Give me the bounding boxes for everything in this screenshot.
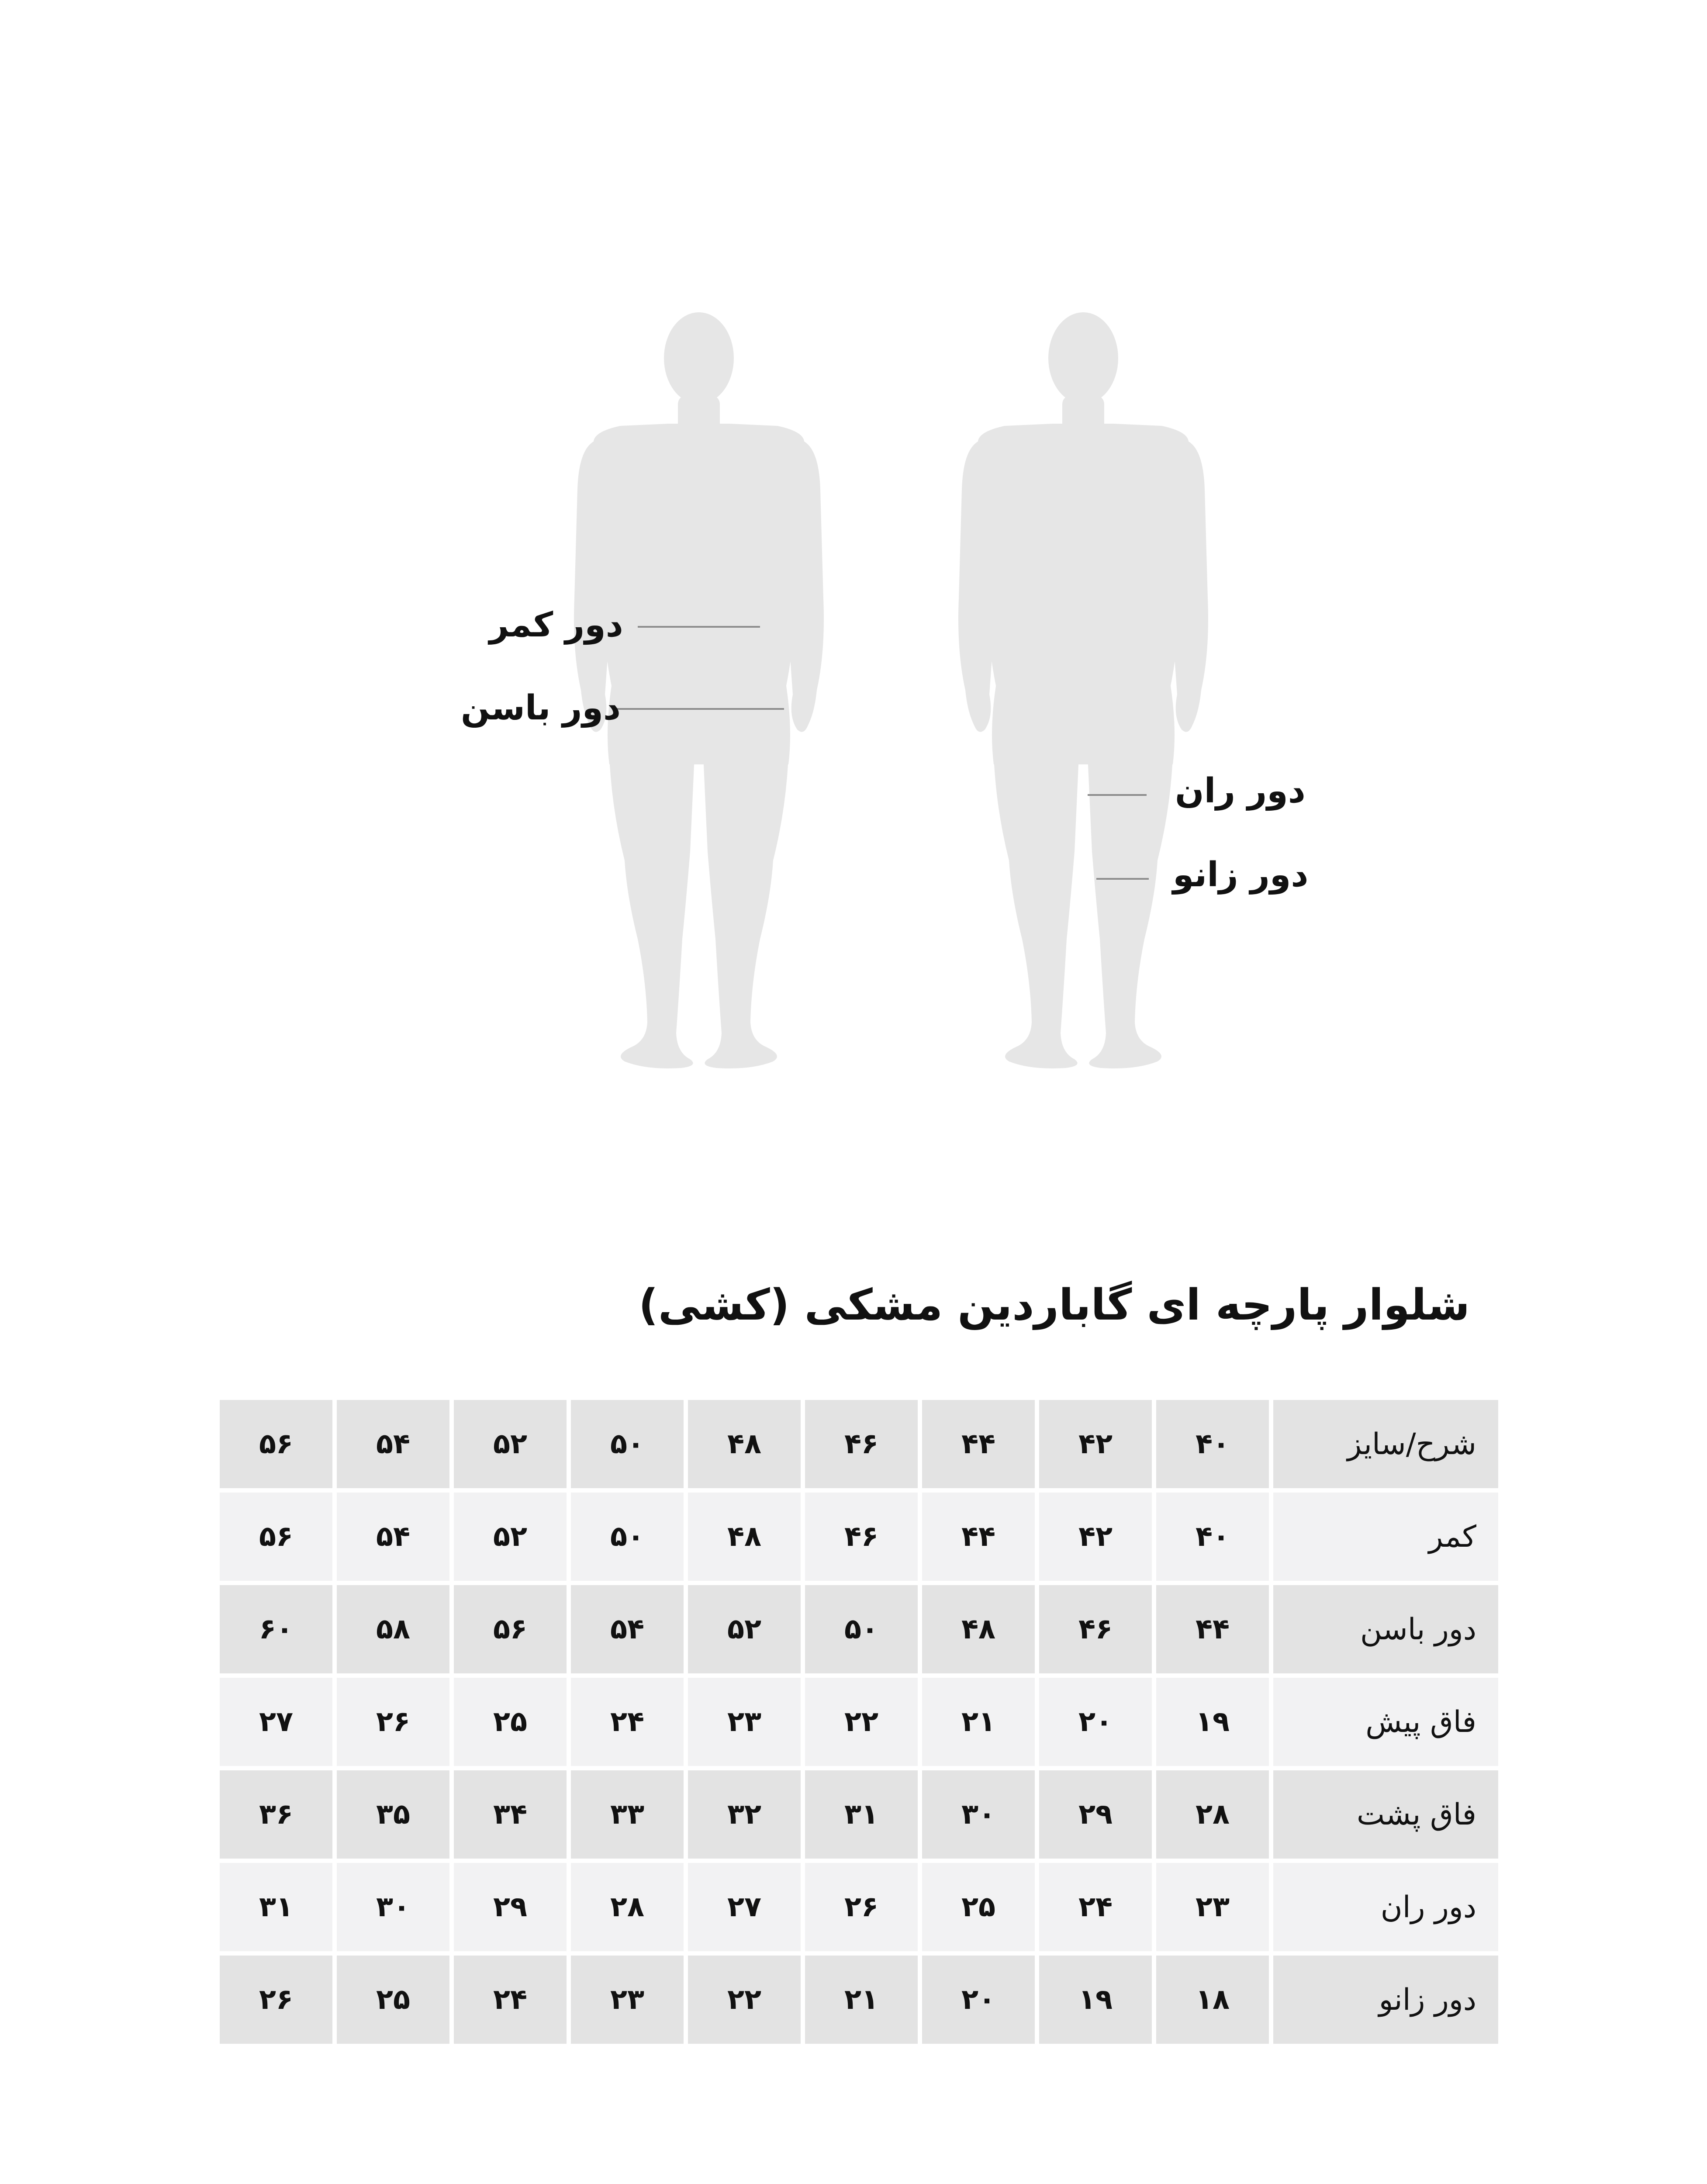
table-cell: ۱۸ (1156, 1956, 1269, 2044)
table-cell: ۴۶ (1039, 1585, 1152, 1673)
table-cell: ۳۶ (220, 1770, 332, 1859)
table-cell: ۲۸ (1156, 1770, 1269, 1859)
table-cell: ۵۶ (220, 1493, 332, 1581)
row-label: دور زانو (1273, 1956, 1498, 2044)
front-view-figure (958, 312, 1208, 1068)
table-cell: ۴۶ (805, 1400, 918, 1488)
table-cell: ۲۱ (805, 1956, 918, 2044)
size-table (215, 1396, 1503, 2048)
table-cell: ۴۴ (922, 1493, 1035, 1581)
table-cell: ۲۰ (922, 1956, 1035, 2044)
table-cell: ۵۶ (454, 1585, 567, 1673)
table-row (220, 1493, 1498, 1581)
product-title: شلوار پارچه ای گاباردین مشکی (کشی) (639, 1280, 1470, 1330)
table-cell: ۴۸ (688, 1400, 801, 1488)
table-cell: ۳۰ (922, 1770, 1035, 1859)
table-cell: ۲۳ (571, 1956, 684, 2044)
table-cell: ۴۶ (805, 1493, 918, 1581)
table-row (220, 1585, 1498, 1673)
table-cell: ۲۶ (805, 1863, 918, 1951)
table-cell: ۲۴ (454, 1956, 567, 2044)
table-cell: ۲۵ (922, 1863, 1035, 1951)
table-cell: ۵۰ (571, 1493, 684, 1581)
table-cell: ۵۲ (688, 1585, 801, 1673)
table-row (220, 1400, 1498, 1488)
table-cell: ۲۱ (922, 1678, 1035, 1766)
table-cell: ۴۲ (1039, 1493, 1152, 1581)
table-cell: ۴۴ (1156, 1585, 1269, 1673)
table-cell: ۴۰ (1156, 1400, 1269, 1488)
table-cell: ۳۵ (337, 1770, 449, 1859)
table-cell: ۲۹ (1039, 1770, 1152, 1859)
waist-label: دور کمر (489, 605, 623, 645)
table-cell: ۲۲ (805, 1678, 918, 1766)
table-cell: ۳۳ (571, 1770, 684, 1859)
table-cell: ۲۴ (571, 1678, 684, 1766)
row-label: شرح/سایز (1273, 1400, 1498, 1488)
size-table-body (220, 1400, 1498, 2044)
row-label: دور ران (1273, 1863, 1498, 1951)
table-cell: ۶۰ (220, 1585, 332, 1673)
table-cell: ۲۴ (1039, 1863, 1152, 1951)
table-cell: ۲۲ (688, 1956, 801, 2044)
table-cell: ۵۸ (337, 1585, 449, 1673)
hip-label: دور باسن (461, 688, 621, 728)
table-cell: ۲۶ (337, 1678, 449, 1766)
table-row (220, 1678, 1498, 1766)
table-cell: ۲۷ (688, 1863, 801, 1951)
table-cell: ۱۹ (1156, 1678, 1269, 1766)
table-cell: ۵۴ (337, 1400, 449, 1488)
table-cell: ۴۸ (922, 1585, 1035, 1673)
table-cell: ۲۳ (1156, 1863, 1269, 1951)
row-label: کمر (1273, 1493, 1498, 1581)
table-cell: ۲۰ (1039, 1678, 1152, 1766)
row-label: فاق پشت (1273, 1770, 1498, 1859)
table-cell: ۲۶ (220, 1956, 332, 2044)
table-cell: ۱۹ (1039, 1956, 1152, 2044)
table-cell: ۳۴ (454, 1770, 567, 1859)
table-cell: ۴۰ (1156, 1493, 1269, 1581)
table-cell: ۲۵ (454, 1678, 567, 1766)
table-cell: ۵۰ (805, 1585, 918, 1673)
table-cell: ۳۱ (805, 1770, 918, 1859)
table-row (220, 1956, 1498, 2044)
table-cell: ۲۷ (220, 1678, 332, 1766)
table-cell: ۴۲ (1039, 1400, 1152, 1488)
table-cell: ۴۴ (922, 1400, 1035, 1488)
table-cell: ۵۴ (337, 1493, 449, 1581)
table-cell: ۲۵ (337, 1956, 449, 2044)
table-row (220, 1770, 1498, 1859)
table-cell: ۲۸ (571, 1863, 684, 1951)
table-cell: ۵۰ (571, 1400, 684, 1488)
table-row (220, 1863, 1498, 1951)
row-label: دور باسن (1273, 1585, 1498, 1673)
table-cell: ۵۲ (454, 1400, 567, 1488)
thigh-label: دور ران (1175, 771, 1306, 811)
table-cell: ۳۱ (220, 1863, 332, 1951)
table-cell: ۲۳ (688, 1678, 801, 1766)
table-cell: ۴۸ (688, 1493, 801, 1581)
table-cell: ۵۲ (454, 1493, 567, 1581)
table-cell: ۵۶ (220, 1400, 332, 1488)
knee-label: دور زانو (1173, 855, 1309, 895)
row-label: فاق پیش (1273, 1678, 1498, 1766)
table-cell: ۵۴ (571, 1585, 684, 1673)
table-cell: ۳۲ (688, 1770, 801, 1859)
table-cell: ۳۰ (337, 1863, 449, 1951)
table-cell: ۲۹ (454, 1863, 567, 1951)
